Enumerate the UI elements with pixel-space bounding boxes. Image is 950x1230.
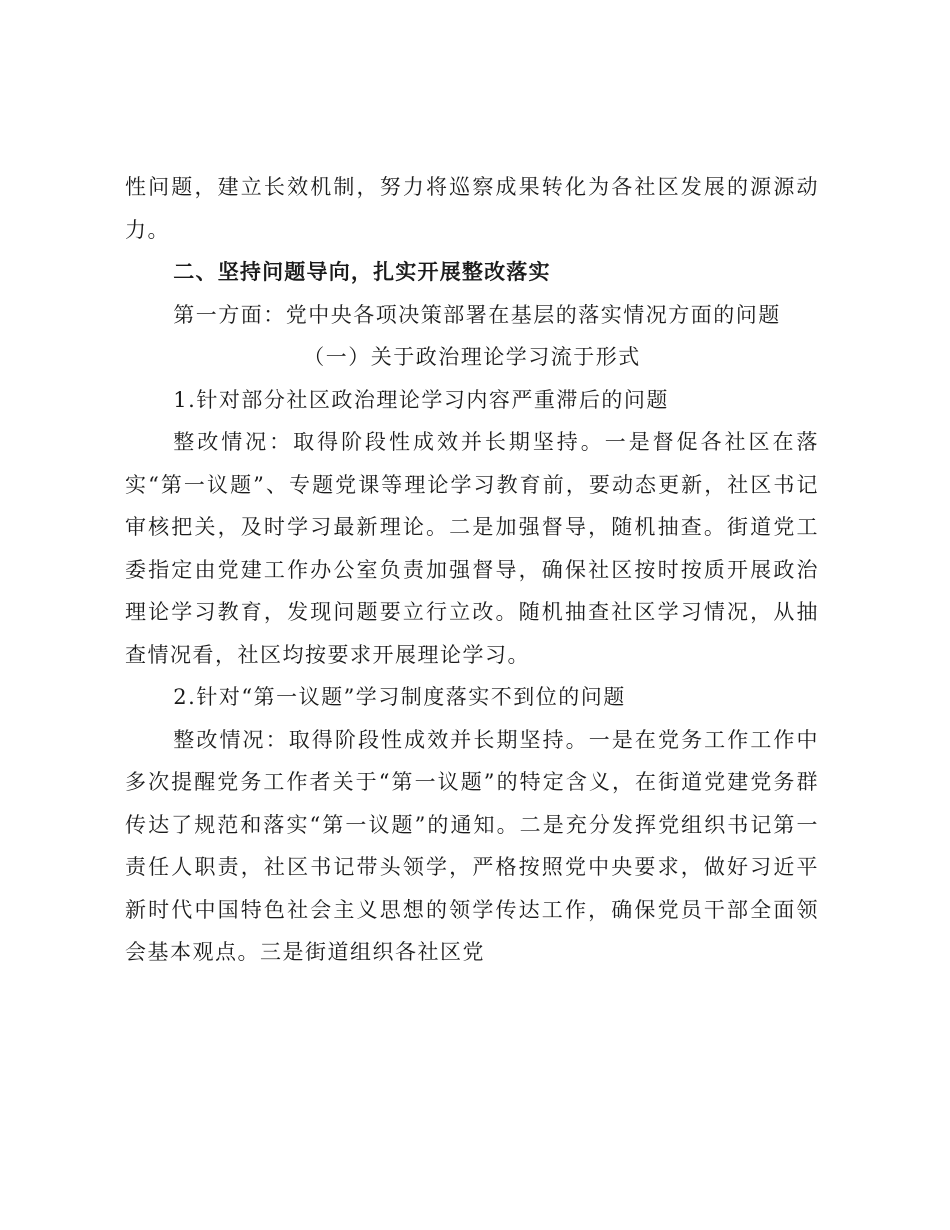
aspect-paragraph: 第一方面：党中央各项决策部署在基层的落实情况方面的问题 xyxy=(173,302,781,327)
subsection-heading: （一）关于政治理论学习流于形式 xyxy=(303,345,641,369)
rectification-paragraph-2: 整改情况：取得阶段性成效并长期坚持。一是在党务工作工作中多次提醒党务工作者关于“第一议题”的特定含义，在街道党建党务群传达了规范和落实“第一议题”的通知。二是充分发挥党组织书记第一责任人职责，社区书记带头领学，严格按照党中央要求，做好习近平新时代中国特色社会主义思想的领学传达工作，确保党员干部全面领会基本观点。三是街道组织各社区党 xyxy=(125,727,819,964)
document-page xyxy=(125,166,819,974)
issue-title-1: 1.针对部分社区政治理论学习内容严重滞后的问题 xyxy=(173,387,669,412)
issue-title-2: 2.针对“第一议题”学习制度落实不到位的问题 xyxy=(173,685,626,709)
rectification-paragraph-1: 整改情况：取得阶段性成效并长期坚持。一是督促各社区在落实“第一议题”、专题党课等理论学习教育前，要动态更新，社区书记审核把关，及时学习最新理论。二是加强督导，随机抽查。街道党工委指定由党建工作办公室负责加强督导，确保社区按时按质开展政治理论学习教育，发现问题要立行立改。随机抽查社区学习情况，从抽查情况看，社区均按要求开展理论学习。 xyxy=(125,430,819,667)
section-heading: 二、坚持问题导向，扎实开展整改落实 xyxy=(173,260,551,284)
continued-paragraph: 性问题，建立长效机制，努力将巡察成果转化为各社区发展的源源动力。 xyxy=(125,175,819,242)
